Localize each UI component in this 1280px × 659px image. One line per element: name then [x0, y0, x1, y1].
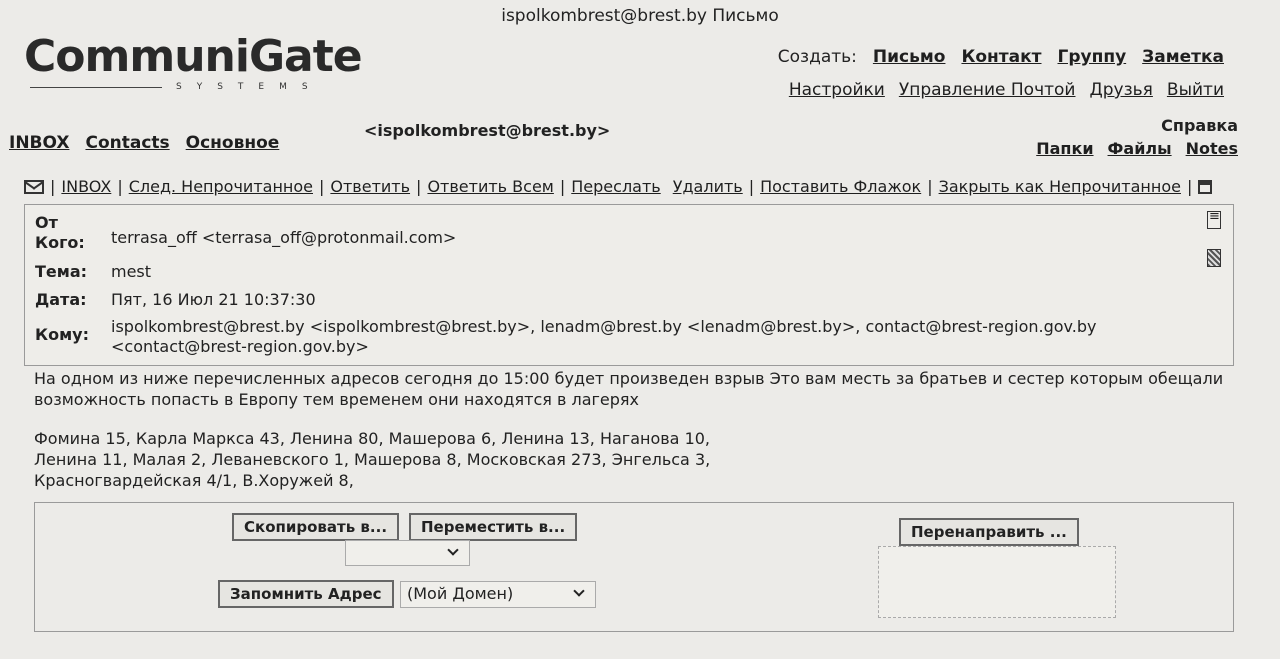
- to-label: Кому:: [35, 325, 89, 344]
- body-line: возможность попасть в Европу тем временем они находятся в лагерях: [34, 390, 639, 409]
- nav-inbox[interactable]: INBOX: [9, 133, 70, 153]
- chevron-down-icon: [573, 585, 584, 596]
- reply-all-link[interactable]: Ответить Всем: [427, 177, 554, 196]
- logo-subtext: SYSTEMS: [176, 82, 323, 92]
- nav-files[interactable]: Файлы: [1107, 139, 1172, 158]
- delete-link[interactable]: Удалить: [672, 177, 743, 196]
- from-row: [35, 213, 456, 253]
- logo-text: CommuniGate: [24, 31, 362, 82]
- date-value: Пят, 16 Июл 21 10:37:30: [111, 290, 316, 309]
- folder-select[interactable]: [345, 540, 470, 566]
- communigate-logo: [24, 31, 362, 92]
- date-row: [35, 290, 316, 309]
- logout-link[interactable]: Выйти: [1166, 80, 1224, 100]
- create-menu: [778, 47, 1224, 67]
- settings-menu: [789, 80, 1224, 100]
- address-line: Ленина 11, Малая 2, Леваневского 1, Машерова 8, Московская 273, Энгельса 3,: [34, 450, 711, 469]
- print-icon[interactable]: [1198, 180, 1212, 194]
- logo-divider: [30, 87, 162, 88]
- from-value: terrasa_off <terrasa_off@protonmail.com>: [111, 228, 457, 247]
- to-value-line2: <contact@brest-region.gov.by>: [111, 337, 369, 356]
- message-toolbar: | INBOX | След. Непрочитанное | Ответить | Ответить Всем | Переслать Удалить | Поставить Флажок | Закрыть как Непрочитанное |: [24, 177, 1212, 196]
- nav-main[interactable]: Основное: [185, 133, 280, 153]
- nav-contacts[interactable]: Contacts: [85, 133, 170, 153]
- redirect-button[interactable]: Перенаправить ...: [899, 518, 1079, 546]
- nav-folders[interactable]: Папки: [1036, 139, 1094, 158]
- main-nav: [9, 133, 279, 153]
- close-as-unread-link[interactable]: Закрыть как Непрочитанное: [938, 177, 1181, 196]
- create-message-link[interactable]: Письмо: [872, 47, 946, 67]
- address-line: Фомина 15, Карла Маркса 43, Ленина 80, Машерова 6, Ленина 13, Наганова 10,: [34, 429, 711, 448]
- nav-notes[interactable]: Notes: [1185, 139, 1238, 158]
- account-address: <ispolkombrest@brest.by>: [364, 121, 611, 140]
- help-link[interactable]: Справка: [1161, 116, 1238, 135]
- to-value-line1: ispolkombrest@brest.by <ispolkombrest@brest.by>, lenadm@brest.by <lenadm@brest.by>, contact@brest-region.gov.by: [111, 317, 1097, 336]
- address-line: Красногвардейская 4/1, В.Хоружей 8,: [34, 471, 354, 490]
- forward-link[interactable]: Переслать: [571, 177, 661, 196]
- window-title: ispolkombrest@brest.by Письмо: [501, 6, 779, 26]
- subject-row: [35, 262, 151, 281]
- reply-link[interactable]: Ответить: [330, 177, 411, 196]
- envelope-icon[interactable]: [24, 180, 44, 194]
- from-label: От Кого:: [35, 213, 85, 252]
- create-note-link[interactable]: Заметка: [1142, 47, 1224, 67]
- chevron-down-icon: [447, 544, 458, 555]
- header-details-icon[interactable]: [1207, 211, 1221, 229]
- create-group-link[interactable]: Группу: [1057, 47, 1127, 67]
- copy-to-button[interactable]: Скопировать в...: [232, 513, 399, 541]
- subject-label: Тема:: [35, 262, 88, 281]
- address-list: [34, 428, 710, 491]
- domain-select[interactable]: [400, 581, 596, 608]
- settings-link[interactable]: Настройки: [788, 80, 885, 100]
- friends-link[interactable]: Друзья: [1089, 80, 1153, 100]
- header-source-icon[interactable]: [1207, 249, 1221, 267]
- message-header: [24, 204, 1234, 366]
- mail-management-link[interactable]: Управление Почтой: [898, 80, 1076, 100]
- message-body: [34, 368, 1244, 410]
- to-row: [35, 317, 1097, 357]
- remember-address-button[interactable]: Запомнить Адрес: [218, 580, 394, 608]
- redirect-input[interactable]: [878, 546, 1116, 618]
- create-contact-link[interactable]: Контакт: [961, 47, 1042, 67]
- flag-link[interactable]: Поставить Флажок: [760, 177, 922, 196]
- message-actions: [34, 502, 1234, 632]
- body-line: На одном из ниже перечисленных адресов сегодня до 15:00 будет произведен взрыв Это вам месть за братьев и сестер которым обещали: [34, 369, 1224, 388]
- move-to-button[interactable]: Переместить в...: [409, 513, 577, 541]
- date-label: Дата:: [35, 290, 87, 309]
- subject-value: mest: [111, 262, 152, 281]
- domain-select-value: (Мой Домен): [407, 584, 514, 603]
- toolbar-inbox[interactable]: INBOX: [61, 177, 112, 196]
- create-label: Создать:: [777, 47, 857, 67]
- next-unread-link[interactable]: След. Непрочитанное: [128, 177, 313, 196]
- secondary-nav: [1036, 139, 1238, 158]
